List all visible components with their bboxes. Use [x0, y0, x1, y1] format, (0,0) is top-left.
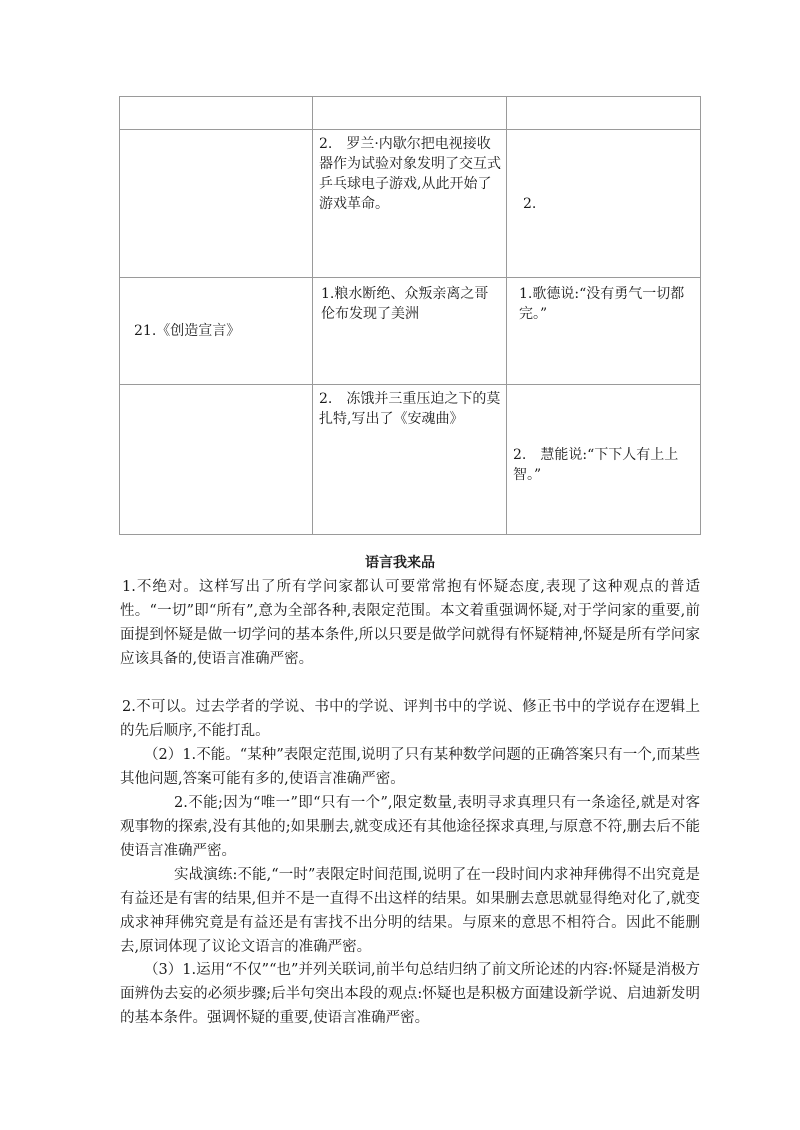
invention-text: 1.粮水断绝、众叛亲离之哥伦布发现了美洲 — [321, 286, 489, 322]
answer-paragraph: （2）1.不能。“某种”表限定范围,说明了只有某种数学问题的正确答案只有一个,而某些其他问题,答案可能有多的,使语言准确严密。 — [120, 747, 700, 787]
table-cell — [313, 385, 507, 535]
table-cell — [120, 278, 313, 385]
table-cell — [507, 130, 701, 278]
answer-paragraph: （3）1.运用“不仅”“也”并列关联词,前半句总结归纳了前文所论述的内容:怀疑是消极方面辨伪去妄的必须步骤;后半句突出本段的观点:怀疑也是积极方面建设新学说、启迪新发明的基本条件。强调怀疑的重要,使语言准确严密。 — [120, 962, 700, 1026]
table-cell — [313, 97, 507, 130]
answer-table — [119, 96, 701, 535]
invention-text: 2. 冻饿并三重压迫之下的莫扎特,写出了《安魂曲》 — [319, 391, 501, 427]
table-row — [120, 130, 701, 278]
invention-text: 2. 罗兰·内歇尔把电视接收器作为试验对象发明了交互式乒乓球电子游戏,从此开始了游戏革命。 — [319, 136, 501, 212]
answer-paragraph: 2.不能;因为“唯一”即“只有一个”,限定数量,表明寻求真理只有一条途径,就是对客观事物的探索,没有其他的;如果删去,就变成还有其他途径探求真理,与原意不符,删去后不能使语言准确严密。 — [120, 795, 700, 859]
answer-paragraph: 实战演练:不能,“一时”表限定时间范围,说明了在一段时间内求神拜佛得不出究竟是有益还是有害的结果,但并不是一直得不出这样的结果。如果删去意思就显得绝对化了,就变成求神拜佛究竟是有益还是有害找不出分明的结果。与原来的意思不相符合。因此不能删去,原词体现了议论文语言的准确严密。 — [120, 867, 700, 955]
table-cell — [507, 385, 701, 535]
table-cell — [313, 278, 507, 385]
table-row — [120, 97, 701, 130]
table-row — [120, 385, 701, 535]
table-cell — [507, 97, 701, 130]
answer-paragraph: 2.不可以。过去学者的学说、书中的学说、评判书中的学说、修正书中的学说存在逻辑上的先后顺序,不能打乱。 — [120, 699, 700, 739]
table-cell — [120, 97, 313, 130]
quote-text: 1.歌德说:“没有勇气一切都完。” — [519, 286, 685, 322]
table-cell — [120, 130, 313, 278]
answer-paragraph: 1.不绝对。这样写出了所有学问家都认可要常常抱有怀疑态度,表现了这种观点的普适性。“一切”即“所有”,意为全部各种,表限定范围。本文着重强调怀疑,对于学问家的重要,前面提到怀疑是做一切学问的基本条件,所以只要是做学问就得有怀疑精神,怀疑是所有学问家应该具备的,使语言准确严密。 — [120, 579, 700, 667]
table-row — [120, 278, 701, 385]
quote-text: 2. — [523, 195, 537, 212]
section-title: 语言我来品 — [365, 555, 435, 571]
quote-text: 2. 慧能说:“下下人有上上智。” — [513, 446, 679, 483]
table-cell — [120, 385, 313, 535]
table-cell — [507, 278, 701, 385]
table-cell — [313, 130, 507, 278]
topic-label: 21.《创造宣言》 — [134, 323, 241, 339]
